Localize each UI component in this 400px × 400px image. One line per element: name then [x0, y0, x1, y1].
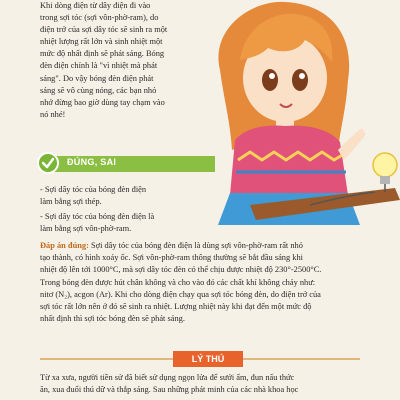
intro-line: sáng". Do vậy bóng đèn điện phát	[40, 73, 154, 83]
answer-paragraph	[40, 240, 362, 325]
intro-line: đèn điện chính là "vì nhiệt mà phát	[40, 61, 158, 71]
answer-line: Đáp án đúng: Sợi dây tóc của bóng đèn điện là dùng sợi vôn-phờ-ram rất nhỏ	[40, 241, 303, 250]
intro-paragraph	[40, 0, 205, 121]
fun-fact-banner-label: LÝ THÚ	[173, 351, 243, 367]
intro-line: mức độ nhất định sẽ phát sáng. Bóng	[40, 49, 165, 59]
hand	[338, 128, 366, 160]
answer-label: Đáp án đúng:	[40, 241, 89, 250]
fun-fact-line: Từ xa xưa, người tiền sử đã biết sử dụng ngọn lửa để sưởi ấm, đun nấu thức	[40, 373, 295, 382]
answer-line: tạo thành, có hình xoáy ốc. Sợi vôn-phờ-ram thông thường sẽ bắt đầu sáng khi	[40, 253, 303, 263]
check-icon	[37, 152, 59, 174]
fun-fact-paragraph	[40, 372, 362, 396]
statement-2: - Sợi dây tóc của bóng đèn điện là làm bằng sợi vôn-phờ-ram.	[40, 212, 155, 233]
answer-line: nhiệt độ lên tới 1000°C, mà sợi dây tóc đèn có thể chịu được nhiệt độ 230°-2500°C.	[40, 265, 322, 275]
answer-line: sợi tóc rất lớn nên ở đó sẽ sinh ra nhiệt. Lượng nhiệt này khi đạt đến một mức độ	[40, 302, 312, 312]
intro-line: Khi dòng điện từ dây điện đi vào	[40, 1, 151, 10]
true-false-banner	[37, 152, 215, 174]
pink-sweater	[230, 126, 348, 195]
intro-line: nhớ đừng bao giờ dùng tay chạm vào	[40, 97, 165, 107]
answer-line: Trong bóng đèn được hút chân không và cho vào đó các chất khí không cháy như:	[40, 277, 316, 287]
intro-line: nó nhé!	[40, 109, 66, 119]
fun-fact-line: ăn, xua đuổi thú dữ và thắp sáng. Sau những phát minh của các nhà khoa học	[40, 385, 299, 395]
intro-line: nhiệt lượng rất lớn và sinh nhiệt một	[40, 37, 163, 47]
intro-line: trong sợi tóc (sợi vôn-phờ-ram), do	[40, 13, 159, 23]
intro-line: điện trở của sợi dây tóc sẽ sinh ra một	[40, 25, 168, 35]
eye-left	[262, 69, 278, 91]
answer-line: nhất định thì sợi tóc bóng đèn sẽ phát sáng.	[40, 314, 185, 324]
true-false-banner-label: ĐÚNG, SAI	[67, 157, 117, 167]
statement-1: - Sợi dây tóc của bóng đèn điện làm bằng sợi thép.	[40, 185, 147, 206]
answer-line: nitơ (N₂), acgon (Ar). Khi cho dòng điện chạy qua sợi tóc bóng đèn, do điện trở của	[40, 289, 321, 299]
fun-fact-banner	[40, 351, 360, 367]
eye-right	[292, 69, 308, 91]
lightbulb	[373, 153, 397, 177]
girl-lightbulb-illustration	[190, 0, 400, 225]
intro-line: sáng sẽ vô cùng nóng, các bạn nhỏ	[40, 85, 157, 95]
